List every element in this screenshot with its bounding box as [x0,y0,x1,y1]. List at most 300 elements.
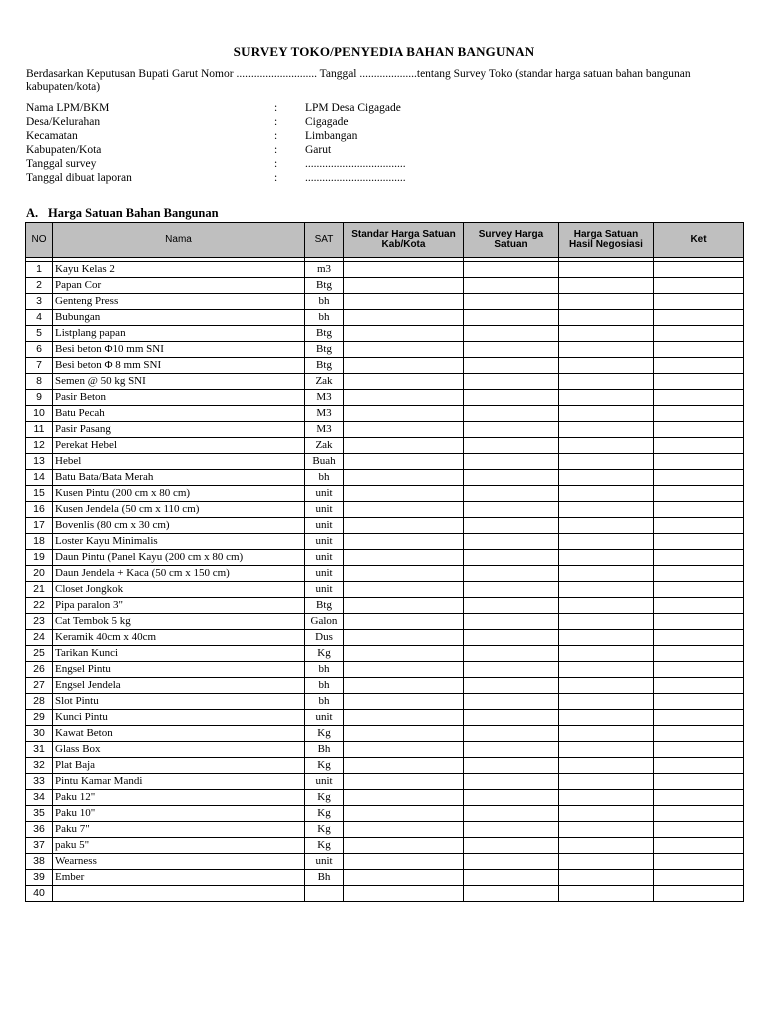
cell-harga-negosiasi[interactable] [559,630,654,646]
table-row [26,854,744,870]
cell-ket[interactable] [654,822,744,838]
table-row [26,326,744,342]
cell-no: 31 [26,742,53,758]
cell-survey-harga[interactable] [464,278,559,294]
cell-harga-negosiasi[interactable] [559,614,654,630]
cell-survey-harga[interactable] [464,726,559,742]
cell-nama: Wearness [53,854,305,870]
cell-survey-harga[interactable] [464,550,559,566]
cell-sat: Btg [305,598,344,614]
cell-survey-harga[interactable] [464,502,559,518]
cell-survey-harga[interactable] [464,406,559,422]
cell-survey-harga[interactable] [464,614,559,630]
table-row [26,566,744,582]
cell-survey-harga[interactable] [464,598,559,614]
cell-nama: Papan Cor [53,278,305,294]
cell-ket[interactable] [654,678,744,694]
cell-standar-harga[interactable] [344,342,464,358]
cell-survey-harga[interactable] [464,870,559,886]
cell-standar-harga[interactable] [344,294,464,310]
cell-ket[interactable] [654,358,744,374]
cell-nama: Glass Box [53,742,305,758]
cell-standar-harga[interactable] [344,406,464,422]
cell-no: 30 [26,726,53,742]
cell-survey-harga[interactable] [464,838,559,854]
cell-ket[interactable] [654,454,744,470]
cell-ket[interactable] [654,390,744,406]
cell-harga-negosiasi[interactable] [559,326,654,342]
cell-survey-harga[interactable] [464,422,559,438]
cell-sat: bh [305,294,344,310]
cell-ket[interactable] [654,614,744,630]
cell-survey-harga[interactable] [464,694,559,710]
cell-harga-negosiasi[interactable] [559,438,654,454]
cell-nama: Hebel [53,454,305,470]
cell-nama: Bubungan [53,310,305,326]
header-nama: Nama [53,223,305,258]
cell-ket[interactable] [654,582,744,598]
cell-nama [53,886,305,902]
table-row [26,534,744,550]
cell-ket[interactable] [654,742,744,758]
cell-harga-negosiasi[interactable] [559,294,654,310]
cell-no: 8 [26,374,53,390]
info-row [26,171,526,185]
cell-no: 11 [26,422,53,438]
cell-survey-harga[interactable] [464,790,559,806]
cell-nama: Besi beton Φ 8 mm SNI [53,358,305,374]
cell-no: 2 [26,278,53,294]
cell-standar-harga[interactable] [344,438,464,454]
cell-sat: Kg [305,790,344,806]
cell-standar-harga[interactable] [344,374,464,390]
cell-harga-negosiasi[interactable] [559,534,654,550]
cell-ket[interactable] [654,294,744,310]
cell-ket[interactable] [654,470,744,486]
cell-ket[interactable] [654,886,744,902]
table-row [26,374,744,390]
cell-harga-negosiasi[interactable] [559,678,654,694]
cell-survey-harga[interactable] [464,374,559,390]
cell-nama: Tarikan Kunci [53,646,305,662]
cell-ket[interactable] [654,502,744,518]
cell-nama: Besi beton Φ10 mm SNI [53,342,305,358]
cell-sat: Kg [305,806,344,822]
cell-ket[interactable] [654,630,744,646]
cell-sat: unit [305,534,344,550]
cell-standar-harga[interactable] [344,534,464,550]
info-label: Desa/Kelurahan [26,116,101,128]
cell-survey-harga[interactable] [464,742,559,758]
cell-harga-negosiasi[interactable] [559,518,654,534]
cell-ket[interactable] [654,518,744,534]
cell-nama: Keramik 40cm x 40cm [53,630,305,646]
table-row [26,550,744,566]
cell-standar-harga[interactable] [344,422,464,438]
cell-ket[interactable] [654,806,744,822]
intro-paragraph: Berdasarkan Keputusan Bupati Garut Nomor ............................ Tanggal ....................tentang Survey Toko (standar harga satuan bahan bangunan kabupaten/kota) [26,68,691,93]
cell-no: 15 [26,486,53,502]
cell-ket[interactable] [654,534,744,550]
cell-harga-negosiasi[interactable] [559,486,654,502]
cell-nama: Semen @ 50 kg SNI [53,374,305,390]
cell-standar-harga[interactable] [344,470,464,486]
cell-standar-harga[interactable] [344,742,464,758]
info-colon: : [274,130,278,142]
cell-harga-negosiasi[interactable] [559,870,654,886]
cell-nama: Pipa paralon 3" [53,598,305,614]
cell-harga-negosiasi[interactable] [559,470,654,486]
price-survey-table [25,222,744,902]
cell-ket[interactable] [654,550,744,566]
cell-standar-harga[interactable] [344,678,464,694]
cell-standar-harga[interactable] [344,758,464,774]
table-row [26,406,744,422]
cell-no: 1 [26,262,53,278]
cell-ket[interactable] [654,838,744,854]
cell-harga-negosiasi[interactable] [559,694,654,710]
cell-survey-harga[interactable] [464,710,559,726]
cell-harga-negosiasi[interactable] [559,710,654,726]
table-row [26,278,744,294]
cell-nama: Loster Kayu Minimalis [53,534,305,550]
cell-harga-negosiasi[interactable] [559,822,654,838]
table-row [26,582,744,598]
cell-nama: Paku 12" [53,790,305,806]
cell-survey-harga[interactable] [464,774,559,790]
cell-harga-negosiasi[interactable] [559,582,654,598]
cell-ket[interactable] [654,438,744,454]
cell-harga-negosiasi[interactable] [559,646,654,662]
cell-sat: Btg [305,278,344,294]
cell-nama: Pasir Pasang [53,422,305,438]
cell-no: 17 [26,518,53,534]
table-row [26,342,744,358]
cell-no: 33 [26,774,53,790]
cell-survey-harga[interactable] [464,678,559,694]
info-row [26,101,526,115]
cell-sat: Kg [305,726,344,742]
cell-ket[interactable] [654,662,744,678]
cell-no: 35 [26,806,53,822]
cell-nama: Batu Bata/Bata Merah [53,470,305,486]
cell-standar-harga[interactable] [344,358,464,374]
cell-no: 32 [26,758,53,774]
cell-standar-harga[interactable] [344,886,464,902]
cell-harga-negosiasi[interactable] [559,550,654,566]
cell-standar-harga[interactable] [344,326,464,342]
table-row [26,790,744,806]
cell-harga-negosiasi[interactable] [559,454,654,470]
header-sat: SAT [305,223,344,258]
info-value: ................................... [305,172,406,184]
cell-standar-harga[interactable] [344,806,464,822]
cell-nama: Genteng Press [53,294,305,310]
cell-nama: Ember [53,870,305,886]
cell-ket[interactable] [654,710,744,726]
cell-harga-negosiasi[interactable] [559,838,654,854]
cell-harga-negosiasi[interactable] [559,774,654,790]
cell-sat: unit [305,582,344,598]
cell-sat: Zak [305,374,344,390]
info-value: Cigagade [305,116,349,128]
cell-survey-harga[interactable] [464,470,559,486]
cell-harga-negosiasi[interactable] [559,598,654,614]
cell-harga-negosiasi[interactable] [559,374,654,390]
cell-ket[interactable] [654,326,744,342]
cell-ket[interactable] [654,694,744,710]
cell-survey-harga[interactable] [464,646,559,662]
cell-nama: Daun Jendela + Kaca (50 cm x 150 cm) [53,566,305,582]
table-row [26,454,744,470]
cell-standar-harga[interactable] [344,550,464,566]
cell-sat: unit [305,774,344,790]
cell-harga-negosiasi[interactable] [559,886,654,902]
info-value: Limbangan [305,130,358,142]
cell-survey-harga[interactable] [464,886,559,902]
cell-standar-harga[interactable] [344,646,464,662]
cell-standar-harga[interactable] [344,870,464,886]
cell-survey-harga[interactable] [464,630,559,646]
table-header-row [26,223,744,258]
cell-survey-harga[interactable] [464,518,559,534]
cell-survey-harga[interactable] [464,342,559,358]
table-row [26,742,744,758]
cell-sat: unit [305,486,344,502]
cell-no: 21 [26,582,53,598]
cell-standar-harga[interactable] [344,566,464,582]
cell-ket[interactable] [654,774,744,790]
cell-standar-harga[interactable] [344,694,464,710]
cell-standar-harga[interactable] [344,582,464,598]
table-row [26,310,744,326]
cell-survey-harga[interactable] [464,806,559,822]
cell-sat: Kg [305,758,344,774]
cell-survey-harga[interactable] [464,566,559,582]
cell-sat: Zak [305,438,344,454]
cell-nama: Batu Pecah [53,406,305,422]
cell-sat: bh [305,470,344,486]
cell-sat: Bh [305,742,344,758]
document-title: SURVEY TOKO/PENYEDIA BAHAN BANGUNAN [233,44,535,59]
cell-harga-negosiasi[interactable] [559,390,654,406]
cell-no: 10 [26,406,53,422]
cell-standar-harga[interactable] [344,598,464,614]
cell-ket[interactable] [654,566,744,582]
cell-nama: Kusen Pintu (200 cm x 80 cm) [53,486,305,502]
cell-survey-harga[interactable] [464,486,559,502]
cell-sat: bh [305,310,344,326]
cell-ket[interactable] [654,790,744,806]
cell-sat: m3 [305,262,344,278]
cell-ket[interactable] [654,406,744,422]
cell-sat: bh [305,678,344,694]
cell-sat: Kg [305,838,344,854]
cell-sat: Kg [305,646,344,662]
cell-ket[interactable] [654,854,744,870]
info-colon: : [274,158,278,170]
cell-standar-harga[interactable] [344,278,464,294]
cell-ket[interactable] [654,598,744,614]
header-standar-harga: Standar Harga Satuan Kab/Kota [344,223,464,258]
table-row [26,486,744,502]
cell-no: 36 [26,822,53,838]
cell-ket[interactable] [654,278,744,294]
cell-survey-harga[interactable] [464,310,559,326]
cell-sat: bh [305,694,344,710]
cell-sat: M3 [305,390,344,406]
cell-ket[interactable] [654,310,744,326]
cell-nama: Kunci Pintu [53,710,305,726]
cell-harga-negosiasi[interactable] [559,806,654,822]
cell-standar-harga[interactable] [344,774,464,790]
cell-no: 26 [26,662,53,678]
cell-harga-negosiasi[interactable] [559,406,654,422]
cell-survey-harga[interactable] [464,534,559,550]
cell-ket[interactable] [654,726,744,742]
cell-ket[interactable] [654,342,744,358]
cell-nama: Listplang papan [53,326,305,342]
cell-standar-harga[interactable] [344,310,464,326]
cell-ket[interactable] [654,486,744,502]
cell-standar-harga[interactable] [344,630,464,646]
cell-survey-harga[interactable] [464,438,559,454]
cell-harga-negosiasi[interactable] [559,566,654,582]
cell-harga-negosiasi[interactable] [559,422,654,438]
table-row [26,758,744,774]
cell-nama: Pasir Beton [53,390,305,406]
cell-nama: paku 5" [53,838,305,854]
cell-survey-harga[interactable] [464,390,559,406]
cell-no: 12 [26,438,53,454]
info-value: ................................... [305,158,406,170]
cell-standar-harga[interactable] [344,390,464,406]
cell-nama: Perekat Hebel [53,438,305,454]
cell-ket[interactable] [654,758,744,774]
cell-sat: Dus [305,630,344,646]
cell-harga-negosiasi[interactable] [559,758,654,774]
cell-sat: Kg [305,822,344,838]
cell-survey-harga[interactable] [464,582,559,598]
table-row [26,886,744,902]
cell-ket[interactable] [654,870,744,886]
info-value: LPM Desa Cigagade [305,102,401,114]
cell-sat: Btg [305,342,344,358]
cell-standar-harga[interactable] [344,662,464,678]
cell-survey-harga[interactable] [464,294,559,310]
cell-survey-harga[interactable] [464,454,559,470]
cell-standar-harga[interactable] [344,486,464,502]
cell-sat: M3 [305,406,344,422]
cell-harga-negosiasi[interactable] [559,742,654,758]
cell-nama: Engsel Pintu [53,662,305,678]
cell-standar-harga[interactable] [344,710,464,726]
cell-no: 3 [26,294,53,310]
info-label: Kabupaten/Kota [26,144,102,156]
table-row [26,294,744,310]
cell-nama: Paku 10" [53,806,305,822]
cell-standar-harga[interactable] [344,614,464,630]
cell-survey-harga[interactable] [464,358,559,374]
cell-harga-negosiasi[interactable] [559,662,654,678]
cell-no: 27 [26,678,53,694]
cell-nama: Slot Pintu [53,694,305,710]
cell-survey-harga[interactable] [464,262,559,278]
table-row [26,838,744,854]
cell-nama: Paku 7" [53,822,305,838]
table-row [26,710,744,726]
cell-no: 23 [26,614,53,630]
cell-no: 13 [26,454,53,470]
table-row [26,390,744,406]
cell-no: 38 [26,854,53,870]
cell-survey-harga[interactable] [464,854,559,870]
section-number: A. [26,206,39,220]
cell-no: 39 [26,870,53,886]
cell-sat: M3 [305,422,344,438]
cell-harga-negosiasi[interactable] [559,262,654,278]
cell-sat: Btg [305,326,344,342]
info-row [26,157,526,171]
cell-standar-harga[interactable] [344,854,464,870]
cell-standar-harga[interactable] [344,726,464,742]
cell-survey-harga[interactable] [464,326,559,342]
cell-survey-harga[interactable] [464,758,559,774]
cell-harga-negosiasi[interactable] [559,278,654,294]
cell-standar-harga[interactable] [344,838,464,854]
cell-harga-negosiasi[interactable] [559,358,654,374]
info-block [26,101,526,185]
cell-no: 9 [26,390,53,406]
cell-harga-negosiasi[interactable] [559,854,654,870]
cell-no: 22 [26,598,53,614]
cell-no: 14 [26,470,53,486]
table-row [26,694,744,710]
cell-standar-harga[interactable] [344,822,464,838]
table-row [26,518,744,534]
cell-sat: unit [305,550,344,566]
cell-ket[interactable] [654,646,744,662]
cell-standar-harga[interactable] [344,518,464,534]
info-label: Nama LPM/BKM [26,102,110,114]
cell-ket[interactable] [654,422,744,438]
table-row [26,358,744,374]
cell-ket[interactable] [654,262,744,278]
table-row [26,470,744,486]
cell-harga-negosiasi[interactable] [559,342,654,358]
cell-nama: Pintu Kamar Mandi [53,774,305,790]
cell-sat: unit [305,854,344,870]
table-row [26,422,744,438]
cell-harga-negosiasi[interactable] [559,502,654,518]
cell-harga-negosiasi[interactable] [559,726,654,742]
header-ket: Ket [654,223,744,258]
cell-ket[interactable] [654,374,744,390]
cell-no: 25 [26,646,53,662]
info-colon: : [274,102,278,114]
cell-survey-harga[interactable] [464,822,559,838]
cell-harga-negosiasi[interactable] [559,790,654,806]
cell-standar-harga[interactable] [344,790,464,806]
cell-harga-negosiasi[interactable] [559,310,654,326]
cell-standar-harga[interactable] [344,502,464,518]
cell-survey-harga[interactable] [464,662,559,678]
info-label: Kecamatan [26,130,78,142]
cell-standar-harga[interactable] [344,454,464,470]
cell-standar-harga[interactable] [344,262,464,278]
info-row [26,129,526,143]
info-colon: : [274,116,278,128]
